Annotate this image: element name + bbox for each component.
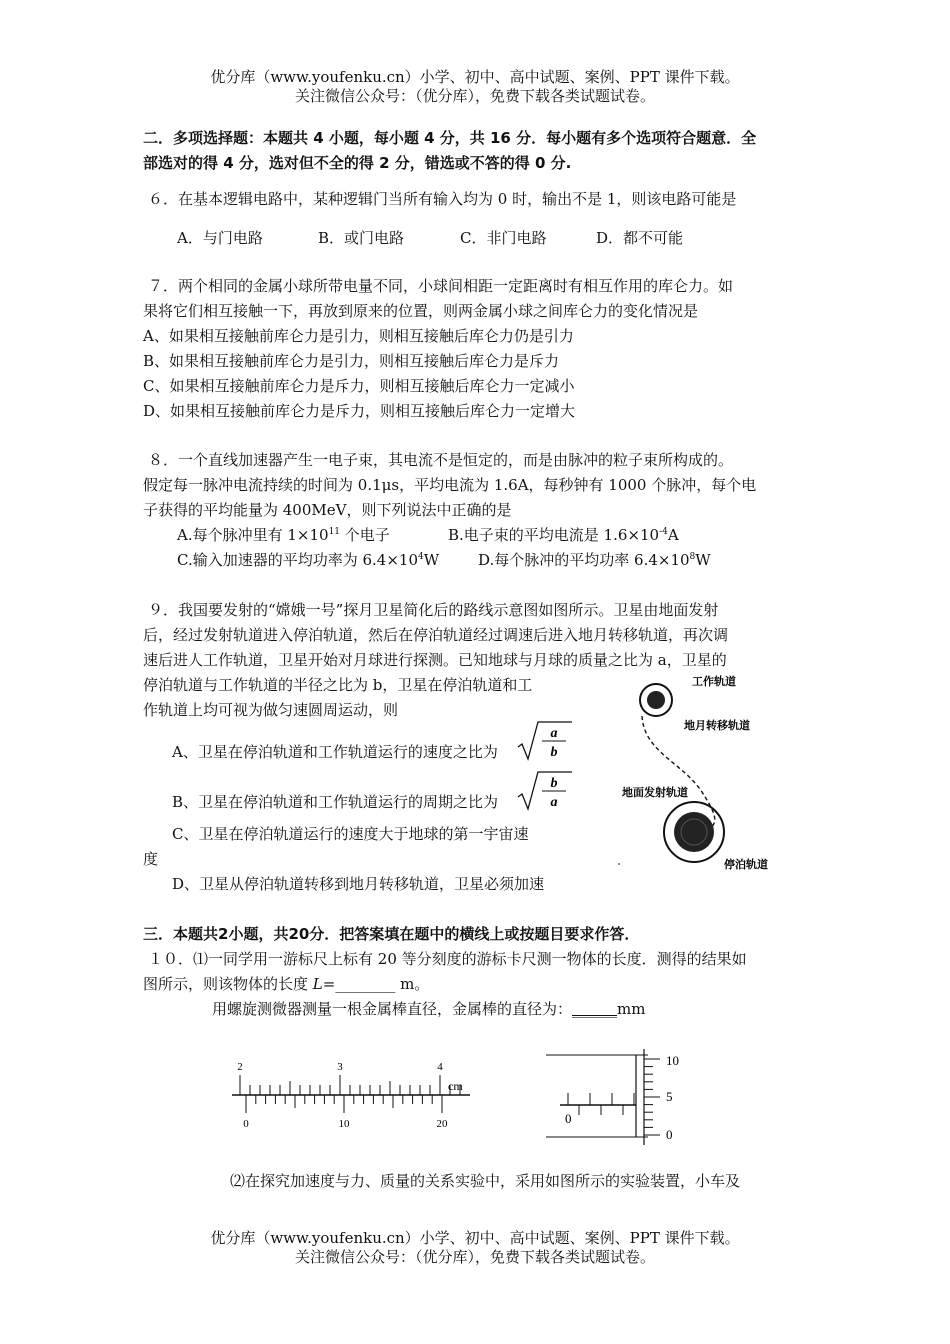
q8-option-b: B.电子束的平均电流是 $1.6\times 10^{-4}A$ [448,526,679,544]
label-work-orbit: 工作轨道 [692,676,736,688]
q6-option-b: B．或门电路 [318,229,405,247]
q7-option-b: B、如果相互接触前库仑力是引力，则相互接触后库仑力是斥力 [143,352,560,370]
q7-option-d: D、如果相互接触前库仑力是斥力，则相互接触后库仑力一定增大 [143,402,576,420]
q10-line-1: １０．⑴一同学用一游标尺上标有 20 等分刻度的游标卡尺测一物体的长度．测得的结果如 [148,950,747,968]
q8-stem-2: 假定每一脉冲电流持续的时间为 0.1μs，平均电流为 1.6A，每秒钟有 1000 个脉冲，每个电 [143,476,757,494]
q7-option-c: C、如果相互接触前库仑力是斥力，则相互接触后库仑力一定减小 [143,377,575,395]
footer-line-1: 优分库（www.youfenku.cn）小学、初中、高中试题、案例、PPT 课件下载。 [210,1229,740,1247]
orbit-diagram [612,672,792,872]
q9-option-c-2: 度 [143,850,159,868]
label-transfer-orbit: 地月转移轨道 [684,720,750,732]
header-line-1: 优分库（www.youfenku.cn）小学、初中、高中试题、案例、PPT 课件下载。 [210,68,740,86]
vernier-scale-label: 0 [243,1118,249,1130]
answer-blank: ______ [572,1000,618,1018]
vernier-scale [243,1095,448,1130]
q8-stem-3: 子获得的平均能量为 400MeV，则下列说法中正确的是 [143,501,512,519]
q7-option-a: A、如果相互接触前库仑力是引力，则相互接触后库仑力仍是引力 [143,327,574,345]
q6-option-a: A．与门电路 [177,229,263,247]
main-scale-label: 2 [237,1061,243,1073]
main-scale [237,1061,460,1095]
main-scale-label: 4 [437,1061,443,1073]
q9-stem-5: 作轨道上均可视为做匀速圆周运动，则 [143,701,399,719]
fraction-numerator: b [550,776,558,791]
q10-line-3: 用螺旋测微器测量一根金属棒直径，金属棒的直径为：______mm [212,1000,646,1018]
q6-option-c: C．非门电路 [460,229,547,247]
q8-option-d: D.每个脉冲的平均功率 $6.4\times 10^8W$ [478,551,711,569]
sqrt-b-over-a [516,769,576,813]
vernier-caliper-figure [226,1055,486,1130]
section3-heading: 三．本题共2小题，共20分．把答案填在题中的横线上或按题目要求作答． [143,925,640,943]
fraction-denominator: a [550,795,558,810]
fraction-denominator: b [550,745,558,760]
q7-stem-1: ７．两个相同的金属小球所带电量不同，小球间相距一定距离时有相互作用的库仑力。如 [148,277,734,295]
fraction-numerator: a [550,726,558,741]
label-launch-orbit: 地面发射轨道 [622,787,688,799]
micrometer-figure [540,1045,700,1150]
thimble-label-10: 10 [666,1053,679,1068]
q9-option-b: B、卫星在停泊轨道和工作轨道运行的周期之比为 [172,793,499,811]
q7-stem-2: 果将它们相互接触一下，再放到原来的位置，则两金属小球之间库仑力的变化情况是 [143,302,699,320]
q9-stem-1: ９．我国要发射的“嫦娥一号”探月卫星简化后的路线示意图如图所示。卫星由地面发射 [148,601,719,619]
q10-line-2: 图所示，则该物体的长度 L=________ m。 [143,975,430,993]
q9-stem-4: 停泊轨道与工作轨道的半径之比为 b，卫星在停泊轨道和工 [143,676,533,694]
q9-stem-2: 后，经过发射轨道进入停泊轨道，然后在停泊轨道经过调速后进入地月转移轨道，再次调 [143,626,729,644]
section2-heading-2: 部选对的得 4 分，选对但不全的得 2 分，错选或不答的得 0 分. [143,154,572,172]
q9-stem-3: 速后进人工作轨道，卫星开始对月球进行探测。已知地球与月球的质量之比为 a，卫星的 [143,651,727,669]
vernier-scale-label: 10 [338,1118,350,1130]
q10-part-2: ⑵在探究加速度与力、质量的关系实验中，采用如图所示的实验装置，小车及 [230,1172,741,1190]
sleeve-zero-label: 0 [565,1111,572,1126]
section2-heading-1: 二．多项选择题：本题共 4 小题，每小题 4 分，共 16 分．每小题有多个选项符合题意．全 [143,129,757,147]
header-line-2: 关注微信公众号：（优分库），免费下载各类试题试卷。 [294,87,655,105]
vernier-scale-label: 20 [436,1118,448,1130]
sleeve-scale [568,1093,634,1115]
q6-stem: ６．在基本逻辑电路中，某种逻辑门当所有输入均为 0 时，输出不是 1，则该电路可能是 [148,190,737,208]
q8-option-c: C.输入加速器的平均功率为 $6.4\times 10^4W$ [177,551,440,569]
q8-stem-1: ８．一个直线加速器产生一电子束，其电流不是恒定的，而是由脉冲的粒子束所构成的。 [148,451,734,469]
label-parking-orbit: 停泊轨道 [724,859,768,871]
q6-option-d: D．都不可能 [596,229,684,247]
caliper-unit: cm [448,1079,463,1093]
footer-line-2: 关注微信公众号：（优分库），免费下载各类试题试卷。 [294,1248,655,1266]
thimble-label-5: 5 [666,1089,673,1104]
q9-option-d: D、卫星从停泊轨道转移到地月转移轨道，卫星必须加速 [172,875,545,893]
moon-icon [647,691,665,709]
sqrt-a-over-b [516,719,576,763]
thimble-scale [644,1059,660,1135]
earth-icon [674,812,714,852]
q9-option-c-1: C、卫星在停泊轨道运行的速度大于地球的第一宇宙速 [172,825,529,843]
main-scale-label: 3 [337,1061,343,1073]
thimble-label-0: 0 [666,1127,673,1142]
q9-option-a: A、卫星在停泊轨道和工作轨道运行的速度之比为 [172,743,498,761]
q8-option-a: A.每个脉冲里有 $1\times 10^{11}$ 个电子 [177,526,390,544]
